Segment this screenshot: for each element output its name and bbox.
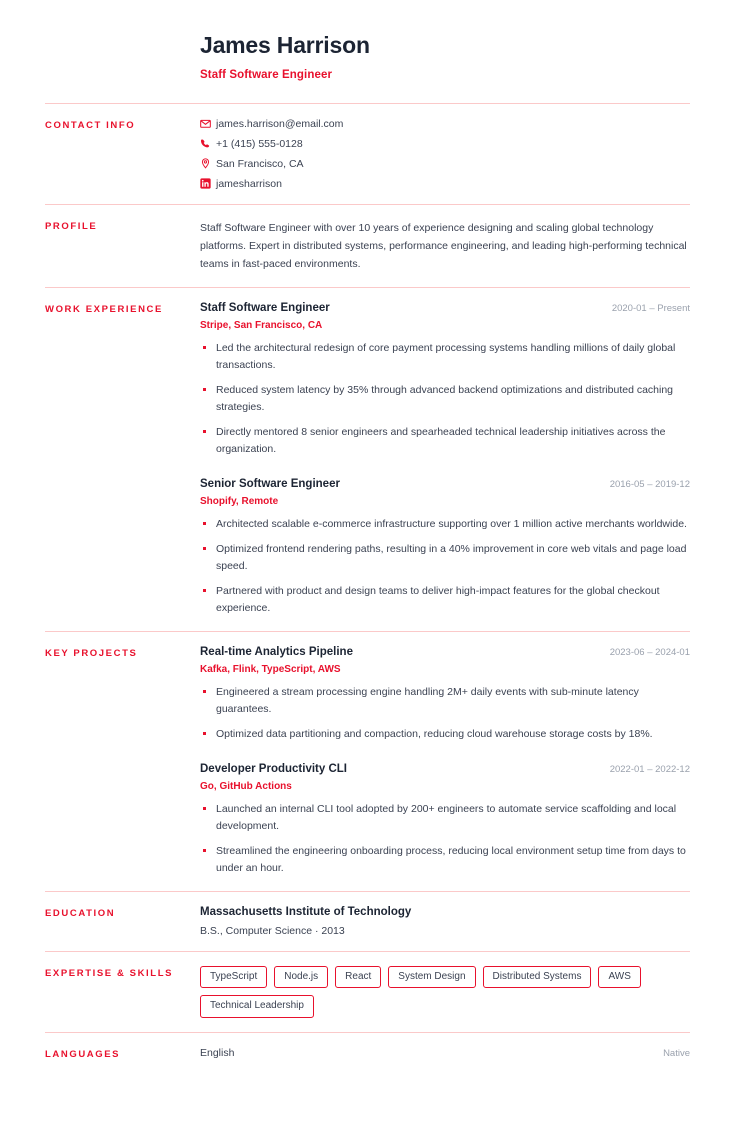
skill-pill: System Design <box>388 966 475 989</box>
language-name: English <box>200 1046 235 1059</box>
section-work-experience <box>45 287 690 631</box>
skill-pill: React <box>335 966 381 989</box>
work-entry <box>200 478 690 617</box>
work-entry <box>200 302 690 458</box>
contact-value-phone: +1 (415) 555-0128 <box>216 137 303 150</box>
education-detail: B.S., Computer Science · 2013 <box>200 924 345 937</box>
contact-value-email: james.harrison@email.com <box>216 117 344 130</box>
work-entry-bullets <box>200 340 690 458</box>
page-title: James Harrison <box>200 32 370 58</box>
contact-item-phone[interactable] <box>200 138 690 150</box>
section-key-projects <box>45 631 690 891</box>
profile-summary: Staff Software Engineer with over 10 years of experience designing and scaling global technology platforms. Expert in distributed systems, performance engineering, and leading high-performing technical teams in fast-paced environments. <box>200 221 687 270</box>
section-label-skills: EXPERTISE & SKILLS <box>45 967 174 979</box>
work-entry-bullets <box>200 516 690 617</box>
project-entry-dates: 2022-01 – 2022-12 <box>609 763 690 775</box>
contact-item-email[interactable] <box>200 118 690 130</box>
work-entry-dates: 2016-05 – 2019-12 <box>609 478 690 490</box>
project-entry-bullets <box>200 801 690 877</box>
skill-pill: Distributed Systems <box>483 966 592 989</box>
skill-pill-list <box>200 966 690 1018</box>
contact-list <box>200 118 690 190</box>
skill-pill: TypeScript <box>200 966 267 989</box>
project-entry <box>200 763 690 877</box>
work-entry-dates: 2020-01 – Present <box>611 302 690 314</box>
list-item: Launched an internal CLI tool adopted by 200+ engineers to automate service scaffolding and local development. <box>200 801 690 835</box>
section-education <box>45 891 690 951</box>
section-contact-info <box>45 103 690 204</box>
list-item: Partnered with product and design teams to deliver high-impact features for the global checkout experience. <box>200 583 690 617</box>
contact-item-location[interactable] <box>200 158 690 170</box>
list-item: Led the architectural redesign of core payment processing systems handling millions of daily global transactions. <box>200 340 690 374</box>
skill-pill: Technical Leadership <box>200 995 314 1018</box>
project-entry <box>200 646 690 743</box>
location-pin-icon <box>200 158 216 169</box>
skill-pill: Node.js <box>274 966 328 989</box>
resume-header <box>45 0 690 103</box>
project-entry-stack: Kafka, Flink, TypeScript, AWS <box>200 663 341 675</box>
section-profile <box>45 204 690 287</box>
project-entry-bullets <box>200 684 690 743</box>
list-item: Optimized data partitioning and compaction, reducing cloud warehouse storage costs by 18%. <box>200 726 690 743</box>
envelope-icon <box>200 118 216 129</box>
project-entry-stack: Go, GitHub Actions <box>200 780 292 792</box>
work-entry-title: Staff Software Engineer <box>200 301 330 314</box>
section-label-contact-info: CONTACT INFO <box>45 119 136 131</box>
phone-icon <box>200 138 216 149</box>
section-languages <box>45 1032 690 1074</box>
contact-item-linkedin[interactable] <box>200 178 690 190</box>
contact-value-location: San Francisco, CA <box>216 157 304 170</box>
project-entry-dates: 2023-06 – 2024-01 <box>609 646 690 658</box>
list-item: Directly mentored 8 senior engineers and spearheaded technical leadership initiatives across the organization. <box>200 424 690 458</box>
list-item: Streamlined the engineering onboarding process, reducing local environment setup time from days to under an hour. <box>200 843 690 877</box>
list-item: Engineered a stream processing engine handling 2M+ daily events with sub-minute latency guarantees. <box>200 684 690 718</box>
skill-pill: AWS <box>598 966 640 989</box>
language-level: Native <box>663 1047 690 1059</box>
work-entry-company: Shopify, Remote <box>200 495 279 507</box>
language-row <box>200 1047 690 1059</box>
project-entry-title: Developer Productivity CLI <box>200 762 347 775</box>
list-item: Reduced system latency by 35% through advanced backend optimizations and distributed caching strategies. <box>200 382 690 416</box>
education-school: Massachusetts Institute of Technology <box>200 905 412 918</box>
project-entry-title: Real-time Analytics Pipeline <box>200 645 353 658</box>
education-entry <box>200 906 690 937</box>
header-job-title: Staff Software Engineer <box>200 68 333 81</box>
contact-value-linkedin: jamesharrison <box>216 177 282 190</box>
work-entry-company: Stripe, San Francisco, CA <box>200 319 323 331</box>
list-item: Architected scalable e-commerce infrastructure supporting over 1 million active merchants worldwide. <box>200 516 690 533</box>
section-label-education: EDUCATION <box>45 907 116 919</box>
section-label-languages: LANGUAGES <box>45 1048 121 1060</box>
section-label-profile: PROFILE <box>45 220 98 232</box>
section-label-key-projects: KEY PROJECTS <box>45 647 138 659</box>
section-label-work-experience: WORK EXPERIENCE <box>45 303 163 315</box>
linkedin-icon <box>200 178 216 189</box>
work-entry-title: Senior Software Engineer <box>200 477 340 490</box>
section-skills <box>45 951 690 1032</box>
list-item: Optimized frontend rendering paths, resulting in a 40% improvement in core web vitals and page load speed. <box>200 541 690 575</box>
